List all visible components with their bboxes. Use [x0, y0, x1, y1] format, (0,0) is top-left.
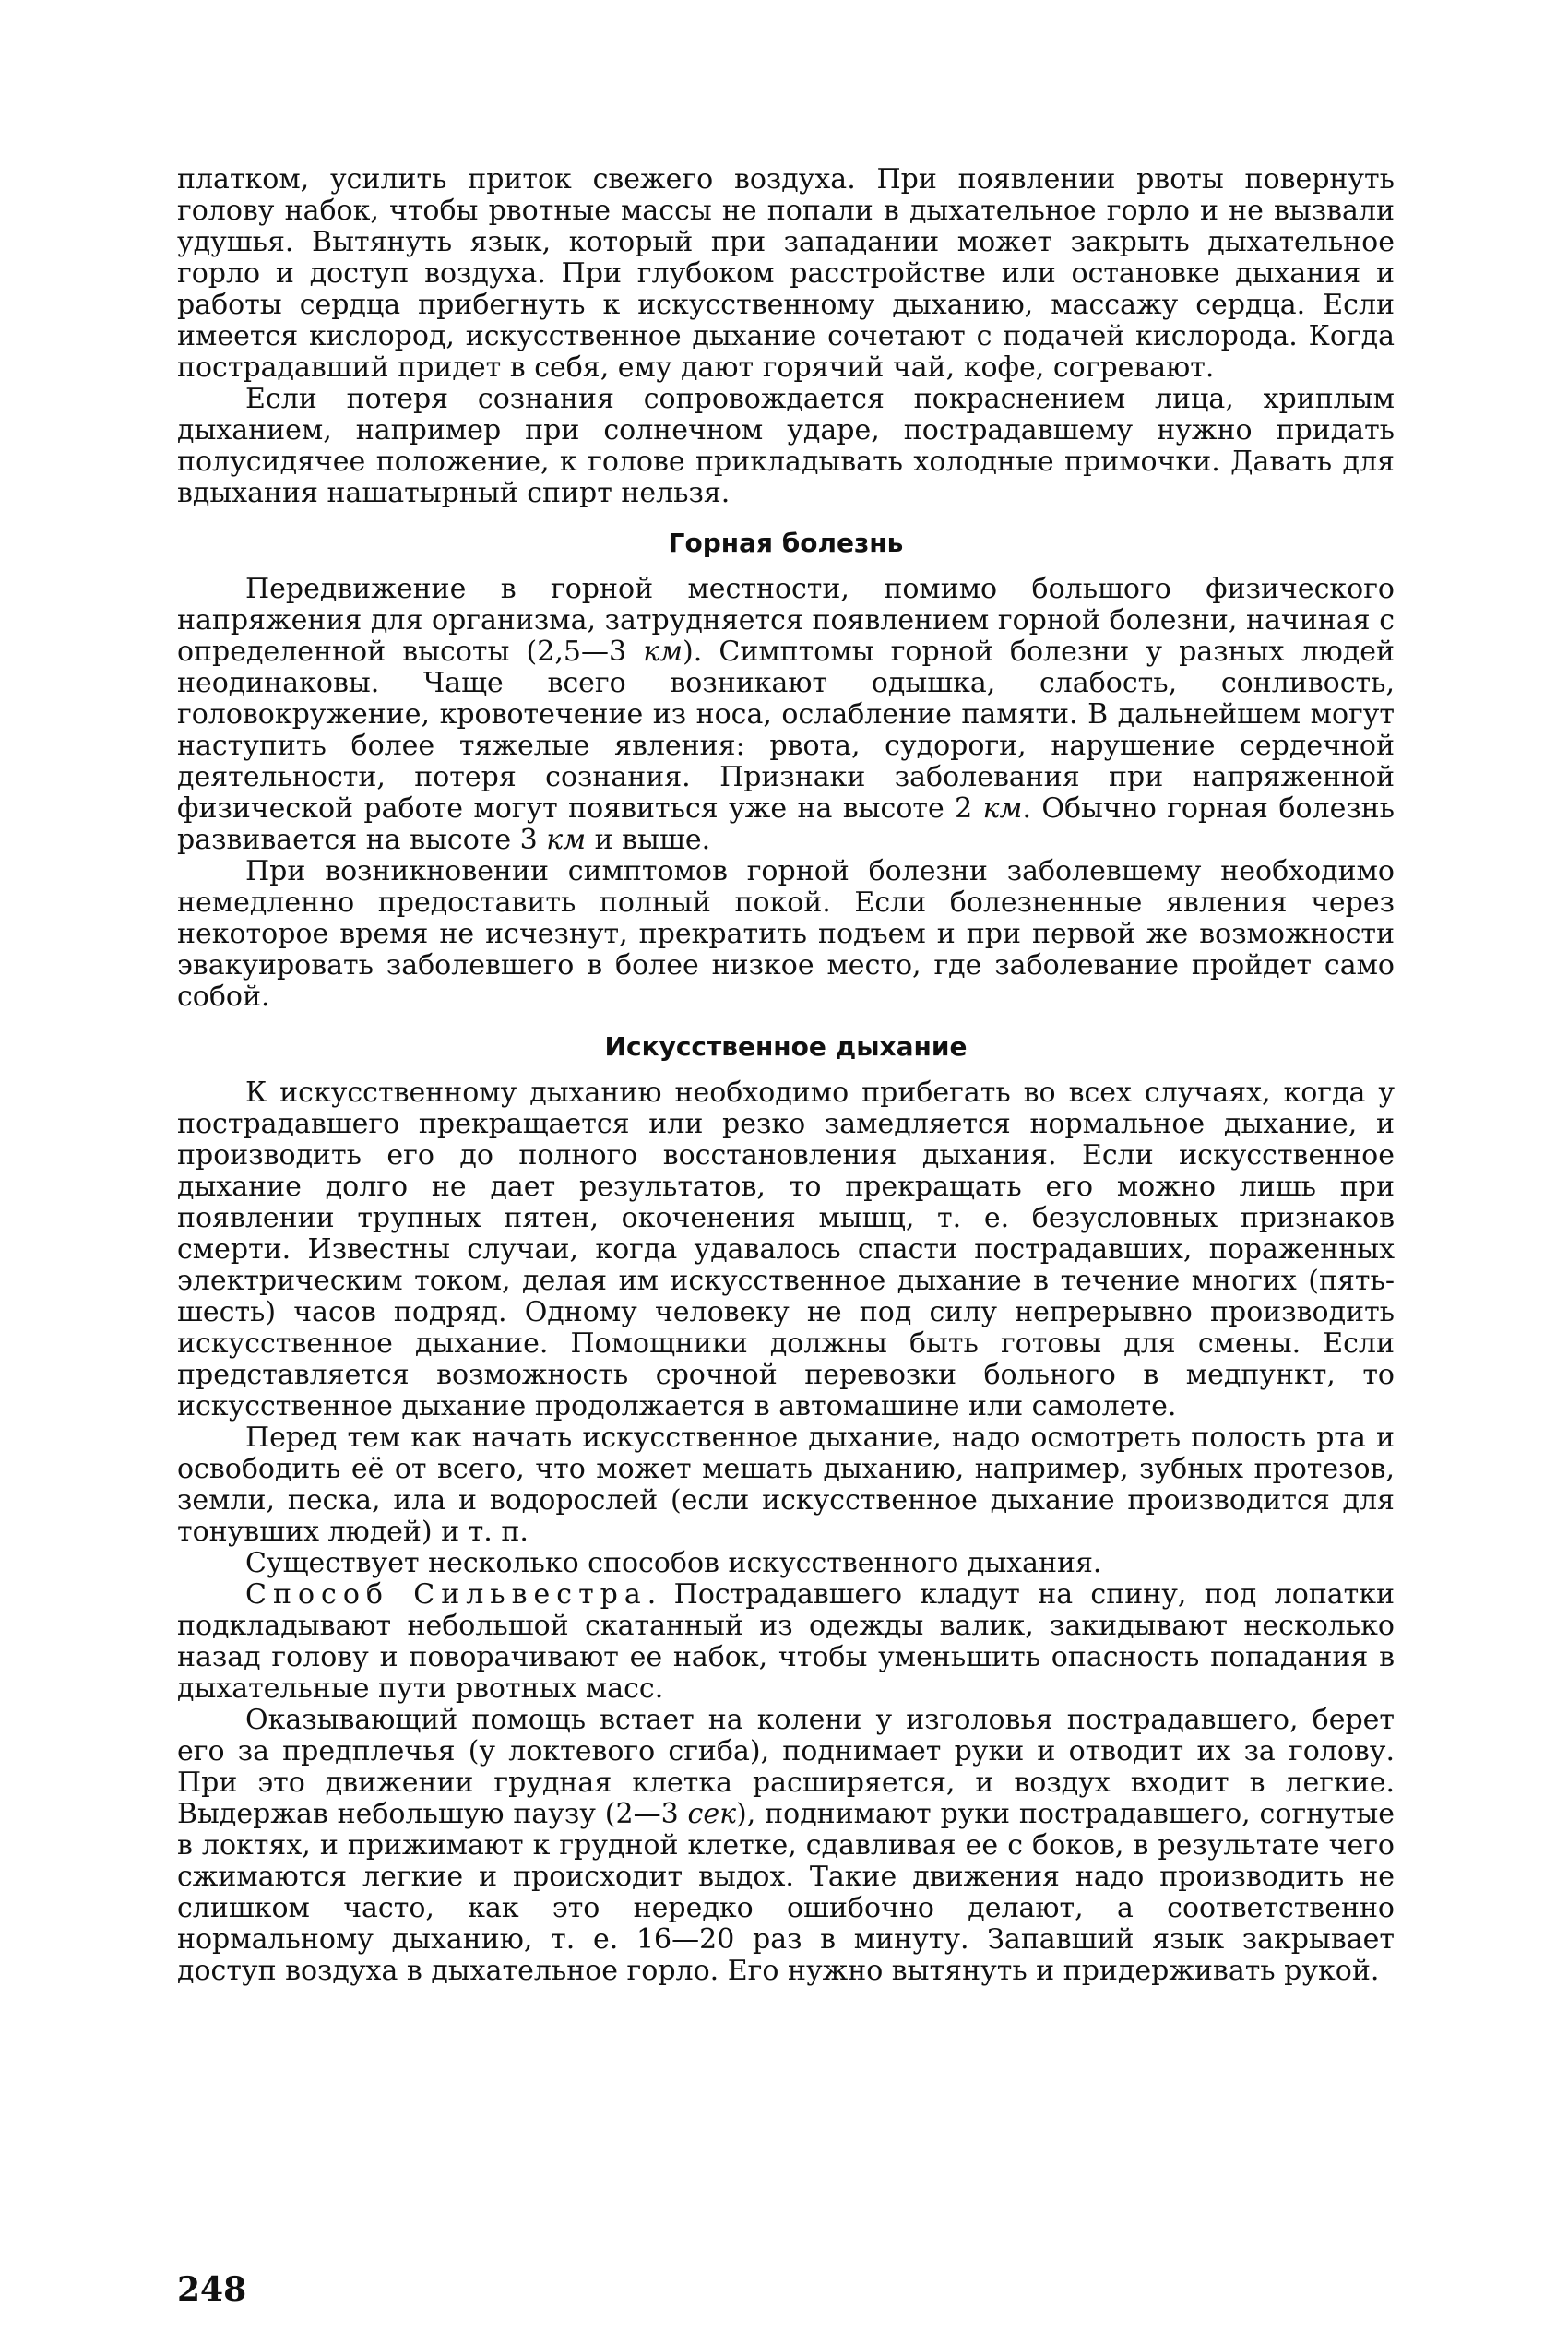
paragraph-silvester-procedure	[177, 1705, 1395, 1987]
text-fragment: . Обычно горная болезнь развивается на высоте 3	[177, 792, 1396, 856]
unit-km: км	[982, 792, 1023, 825]
paragraph-silvester-method	[177, 1579, 1395, 1705]
text-fragment: Передвижение в горной местности, помимо большого физического напряжения для организма, затрудняется появлением горной болезни, начиная с определенной высоты (2,5—3	[177, 573, 1395, 668]
heading-artificial-respiration: Искусственное дыхание	[604, 1031, 968, 1062]
text-fragment: ). Симптомы горной болезни у разных людей неодинаковы. Чаще всего возникают одышка, слабость, сонливость, головокружение, кровотечение из носа, ослабление памяти. В дальнейшем могут наступить более тяжелые явления: рвота, судороги, нарушение сердечной деятельности, потеря сознания. Признаки заболевания при напряженной физической работе могут появиться уже на высоте 2	[177, 636, 1395, 825]
heading-mountain-sickness: Горная болезнь	[668, 528, 904, 558]
text-fragment: ), поднимают руки пострадавшего, согнутые в локтях, и прижимают к грудной клетке, сдавливая ее с боков, в результате чего сжимаются легкие и происходит выдох. Такие движения надо производить не слишком часто, как это нередко ошибочно делают, а соответственно нормальному дыханию, т. е. 16—20 раз в минуту. Запавший язык закрывает доступ воздуха в дыхательное горло. Его нужно вытянуть и придерживать рукой.	[177, 1798, 1395, 1987]
unit-km: км	[643, 636, 683, 668]
page-number: 248	[177, 2270, 247, 2309]
text-fragment: Оказывающий помощь встает на колени у изголовья пострадавшего, берет его за предплечья (у локтевого сгиба), поднимает руки и отводит их за голову. При это движении грудная клетка расширяется, и воздух входит в легкие. Выдержав небольшую паузу (2—3	[177, 1704, 1395, 1830]
paragraph-respiration-methods: Существует несколько способов искусственного дыхания.	[245, 1547, 1102, 1579]
paragraph-respiration-when: К искусственному дыханию необходимо прибегать во всех случаях, когда у пострадавшего прекращается или резко замедляется нормальное дыхание, и производить его до полного восстановления дыхания. Если искусственное дыхание долго не дает результатов, то прекращать его можно лишь при появлении трупных пятен, окоченения мышц, т. е. безусловных признаков смерти. Известны случаи, когда удавалось спасти пострадавших, пораженных электрическим током, делая им искусственное дыхание в течение многих (пять-шесть) часов подряд. Одному человеку не под силу непрерывно производить искусственное дыхание. Помощники должны быть готовы для смены. Если представляется возможность срочной перевозки больного в медпункт, то искусственное дыхание продолжается в автомашине или самолете.	[177, 1077, 1395, 1422]
text-fragment: и выше.	[594, 824, 711, 856]
paragraph-mountain-sickness-treatment: При возникновении симптомов горной болезни заболевшему необходимо немедленно предоставить полный покой. Если болезненные явления через некоторое время не исчезнут, прекратить подъем и при первой же возможности эвакуировать заболевшего в более низкое место, где заболевание пройдет само собой.	[177, 855, 1395, 1013]
paragraph-respiration-preparation: Перед тем как начать искусственное дыхание, надо осмотреть полость рта и освободить её от всего, что может мешать дыханию, например, зубных протезов, земли, песка, ила и водорослей (если искусственное дыхание производится для тонувших людей) и т. п.	[177, 1422, 1395, 1548]
method-name: Способ Сильвестра	[245, 1578, 647, 1611]
paragraph-mountain-sickness-symptoms	[177, 574, 1395, 856]
unit-km: км	[546, 824, 587, 856]
text-fragment: . Пострадавшего кладут на спину, под лопатки подкладывают небольшой скатанный из одежды валик, закидывают несколько назад голову и поворачивают ее набок, чтобы уменьшить опасность попадания в дыхательные пути рвотных масс.	[177, 1578, 1395, 1705]
paragraph-first-aid-continued: платком, усилить приток свежего воздуха. При появлении рвоты повернуть голову набок, чтобы рвотные массы не попали в дыхательное горло и не вызвали удушья. Вытянуть язык, который при западании может закрыть дыхательное горло и доступ воздуха. При глубоком расстройстве или остановке дыхания и работы сердца прибегнуть к искусственному дыханию, массажу сердца. Если имеется кислород, искусственное дыхание сочетают с подачей кислорода. Когда пострадавший придет в себя, ему дают горячий чай, кофе, согревают.	[177, 163, 1395, 384]
unit-sec: сек	[687, 1798, 737, 1830]
page-text-block	[177, 164, 1395, 1987]
paragraph-sunstroke: Если потеря сознания сопровождается покраснением лица, хриплым дыханием, например при солнечном ударе, пострадавшему нужно придать полусидячее положение, к голове прикладывать холодные примочки. Давать для вдыхания нашатырный спирт нельзя.	[177, 383, 1395, 509]
